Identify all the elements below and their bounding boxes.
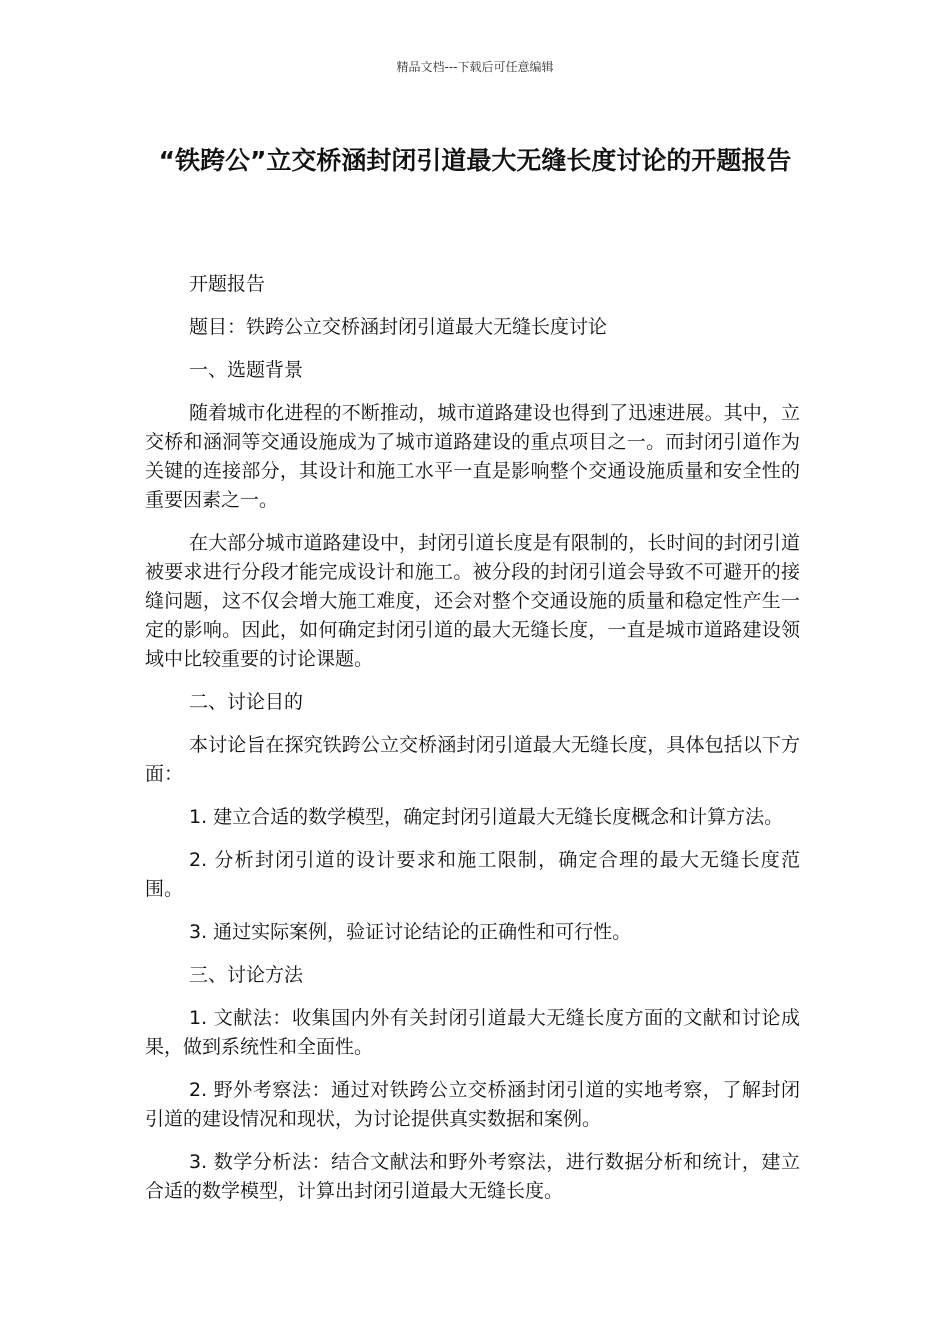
section-heading-background: 一、选题背景	[189, 359, 304, 381]
paragraph-background-2: 在大部分城市道路建设中，封闭引道长度是有限制的，长时间的封闭引道被要求进行分段才能完成设计和施工。被分段的封闭引道会导致不可避开的接缝问题，这不仅会增大施工难度，还会对整个交通设施的质量和稳定性产生一定的影响。因此，如何确定封闭引道的最大无缝长度，一直是城市道路建设领域中比较重要的讨论课题。	[145, 532, 800, 670]
document-title: “铁跨公”立交桥涵封闭引道最大无缝长度讨论的开题报告	[158, 146, 792, 175]
paragraph-report-label: 开题报告	[189, 273, 266, 295]
list-item-method-2: 2. 野外考察法：通过对铁跨公立交桥涵封闭引道的实地考察，了解封闭引道的建设情况和现状，为讨论提供真实数据和案例。	[145, 1079, 800, 1130]
list-item-purpose-1: 1. 建立合适的数学模型，确定封闭引道最大无缝长度概念和计算方法。	[189, 806, 784, 828]
list-item-method-1: 1. 文献法：收集国内外有关封闭引道最大无缝长度方面的文献和讨论成果，做到系统性和全面性。	[145, 1007, 800, 1058]
paragraph-purpose-intro: 本讨论旨在探究铁跨公立交桥涵封闭引道最大无缝长度，具体包括以下方面：	[145, 734, 800, 785]
list-item-purpose-2: 2. 分析封闭引道的设计要求和施工限制，确定合理的最大无缝长度范围。	[145, 849, 800, 900]
page-header: 精品文档---下载后可任意编辑	[396, 60, 554, 74]
paragraph-background-1: 随着城市化进程的不断推动，城市道路建设也得到了迅速进展。其中，立交桥和涵洞等交通设施成为了城市道路建设的重点项目之一。而封闭引道作为关键的连接部分，其设计和施工水平一直是影响整个交通设施质量和安全性的重要因素之一。	[145, 402, 800, 511]
paragraph-topic: 题目：铁跨公立交桥涵封闭引道最大无缝长度讨论	[189, 316, 608, 338]
list-item-purpose-3: 3. 通过实际案例，验证讨论结论的正确性和可行性。	[189, 921, 632, 943]
list-item-method-3: 3. 数学分析法：结合文献法和野外考察法，进行数据分析和统计，建立合适的数学模型，计算出封闭引道最大无缝长度。	[145, 1151, 800, 1202]
section-heading-purpose: 二、讨论目的	[189, 691, 304, 713]
section-heading-methods: 三、讨论方法	[189, 964, 304, 986]
document-body	[145, 270, 800, 1220]
